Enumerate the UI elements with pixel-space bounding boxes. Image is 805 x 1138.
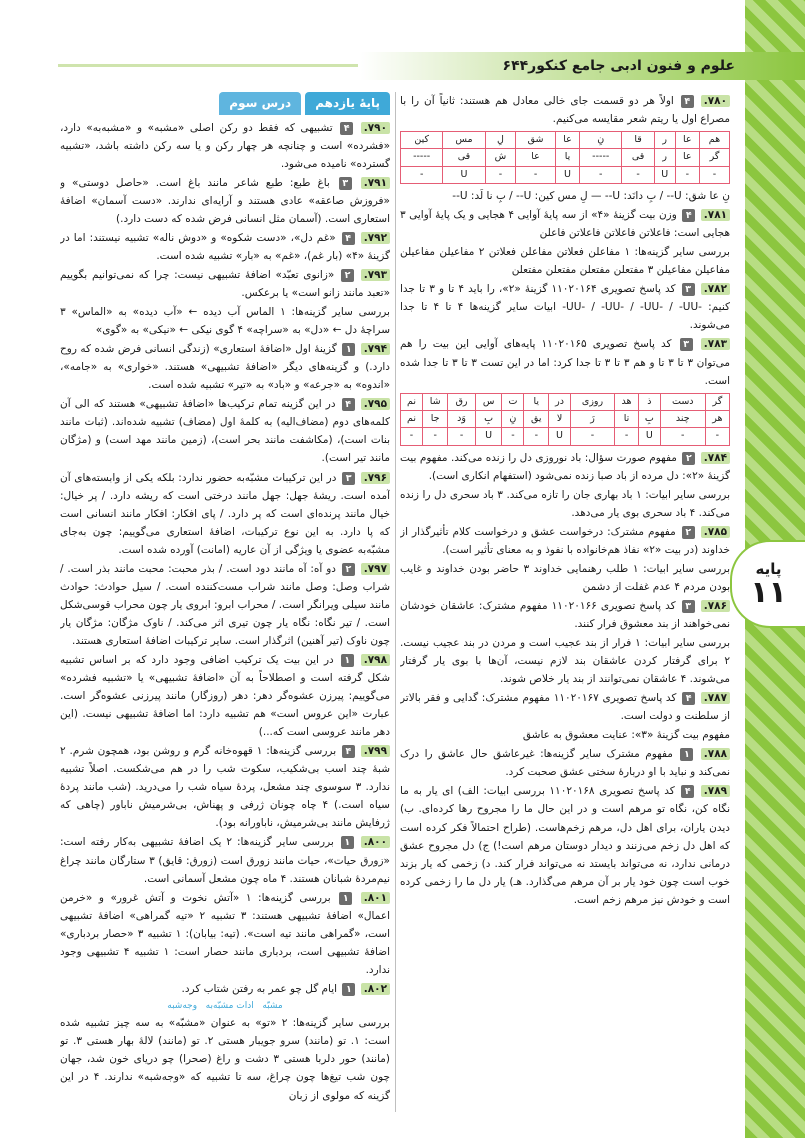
answer-choice: ۳ (680, 338, 693, 351)
meter-cell: نِ (580, 132, 622, 149)
answer-text: کد پاسخ تصویری ۱۱۰۲۰۱۶۶ مفهوم مشترک: عاشقان خودشان نمی‌خواهند از بند معشوق فرار کنند. (400, 599, 730, 630)
question-number: ۷۹۰. (361, 122, 390, 134)
question-number: ۷۹۲. (361, 232, 390, 244)
answer-782 (400, 280, 730, 334)
meter-cell: ر (654, 149, 675, 166)
answer-choice: ۴ (340, 122, 353, 135)
question-number: ۸۰۰. (361, 836, 390, 848)
answer-793-review (60, 303, 390, 339)
answer-choice: ۳ (339, 177, 352, 190)
meter-cell: عا (555, 132, 579, 149)
answer-text: بررسی سایر گزینه‌ها: ۱ الماس آب دیده ← «آب دیده» به «الماس» ۳ سراچهٔ دل ← «دل» به «سراچه» ۴ گوی نیکی ← «نیکی» به «گوی» (60, 306, 390, 337)
grade-level-tab (730, 540, 805, 628)
question-number: ۷۹۶. (361, 472, 390, 484)
page-number: ۶۴۴ (502, 58, 529, 74)
answer-798 (60, 651, 390, 741)
meter-cell: چند (660, 410, 705, 427)
meter-cell: در (549, 393, 571, 410)
meter-cell: نِ (502, 410, 524, 427)
meter-cell: - (524, 428, 549, 445)
left-column (60, 92, 390, 1122)
answer-text: کد پاسخ تصویری ۱۱۰۲۰۱۶۴ گزینهٔ «۲»، را باید ۴ تا و ۳ تا جدا کنیم: -UU- / -UU- / -UU- / -UU- ابیات سایر گزینه‌ها ۴ تا ۴ تا جدا می‌شوند. (400, 283, 730, 332)
answer-802 (60, 980, 390, 998)
meter-cell: - (675, 166, 699, 183)
answer-text: بررسی سایر ابیات: ۱ باد بهاری جان را تازه می‌کند. ۳ باد سحری دل را زنده می‌کند. ۴ باد سحری بوی یار می‌دهد. (400, 488, 730, 519)
answer-783 (400, 335, 730, 389)
question-number: ۷۹۷. (361, 563, 390, 575)
meter-cell: - (622, 166, 654, 183)
meter-cell: - (502, 428, 524, 445)
answer-text: در این گزینه تمام ترکیب‌ها «اضافهٔ تشبیهی» هستند که الی آن کلمه‌های دوم (مضاف‌الیه) به کلمهٔ اول (مضاف) تشبیه شده‌اند. (ثبات مانند بنات است)، (مکاشفت مانند بحر است)، (زمین مانند مهد است) و (مژگان مانند تیر است). (60, 398, 390, 465)
answer-text: در این ترکیبات مشبّه‌به حضور ندارد: بلکه یکی از وابسته‌های آن آمده است. ریشهٔ جهل: جهل مانند درختی است که ریشه دارد. / پر خیال: خیال مانند پرنده‌ای است که پر دارد. / پای افکار: افکار مانند انسانی است که پا دارد. به این نوع ترکیبات، اضافهٔ استعاری می‌گوییم: چون به‌جای مشبّه‌به عضوی یا ویژگی از آن عاریه (امانت) آورده شده است. (60, 471, 390, 556)
answer-text: دو آه: آه مانند دود است. / بذر محبت: محبت مانند بذر است. / شراب وصل: وصل مانند شراب مست‌کننده است. / سیل حوادث: حوادث مانند سیلی ویرانگر است. / محراب ابرو: ابروی یار چون محراب قوسی‌شکل است. / تیر نگاه: نگاه یار چون تیری اثر می‌کند. / ناوک مژگان: مژگان یار چون ناوک (تیر آهنین) اثرگذار است. سایر ترکیبات اضافهٔ استعاری هستند. (60, 562, 390, 647)
meter-cell: هد (615, 393, 639, 410)
question-number: ۷۸۵. (701, 526, 730, 538)
answer-text: «غم دل»، «دست شکوه» و «دوش ناله» تشبیه نیستند: اما در گزینهٔ «۴» (بار غم)، «غم» به «بار» تشبیه شده است. (60, 231, 390, 262)
question-number: ۷۹۳. (361, 269, 390, 281)
answer-text: مفهوم بیت گزینهٔ «۳»: عنایت معشوق به عاشق (522, 729, 730, 742)
right-column (400, 92, 730, 1122)
answer-choice: ۱ (341, 836, 354, 849)
meter-cell: U (475, 428, 502, 445)
meter-cell: U (549, 428, 571, 445)
question-number: ۷۹۴. (361, 343, 390, 355)
answer-text: کد پاسخ تصویری ۱۱۰۲۰۱۶۵ پایه‌های آوایی این بیت را هم می‌توان ۳ تا ۳ تا و هم ۳ تا ۳ تا جدا کرد: اما در این تست ۳ تا ۳ تا جدا شده است. (400, 338, 730, 387)
answer-802-review (60, 1014, 390, 1104)
answer-786-review (400, 634, 730, 688)
answer-786 (400, 597, 730, 633)
tab-grade: پایهٔ یازدهم (305, 92, 390, 115)
answer-text: بررسی سایر گزینه‌ها: ۲ «تو» به عنوان «مشبّه» به سه چیز تشبیه شده است: ۱. تو (مانند) سرو جویبار هستی ۲. تو (مانند) لالهٔ بهار هستی ۳. تو (مانند) حور دلربا هستی ۳ دشت و راغ (صحرا) چو دریای خون شد، جهان چون شب تیغ‌ها چون چراغ، سه تا تشبیه که «وجه‌شبه» ندارند. ۴ در این گزینه که مولوی از زبان (60, 1017, 390, 1102)
answer-text: بررسی گزینه‌ها: ۱ «آتش نخوت و آتش غرور» و «خرمن اعمال» اضافهٔ تشبیهی هستند: ۳ تشبیه ۲ «تیه گمراهی» اضافهٔ تشبیهی است، «گمراهی مانند تیه است». (تیه: بیابان): ۱ تشبیه ۳ «حصار بردباری» اضافهٔ تشبیهی است، بردباری مانند حصار است: ۱ تشبیه ۴ تشبیهی وجود ندارد. (60, 891, 390, 976)
meter-cell: U (638, 428, 660, 445)
meter-cell: ت (502, 393, 524, 410)
meter-cell: U (555, 166, 579, 183)
meter-cell: ----- (401, 149, 443, 166)
answer-802-caption (60, 999, 390, 1014)
grade-number: ۱۱ (750, 575, 787, 610)
grade-label: پایه (755, 560, 782, 578)
answer-792 (60, 229, 390, 265)
question-number: ۷۹۸. (361, 654, 390, 666)
answer-choice: ۱ (342, 343, 355, 356)
meter-cell: شا (423, 393, 448, 410)
question-number: ۷۸۴. (701, 452, 730, 464)
answer-choice: ۲ (682, 526, 695, 539)
answer-text: کد پاسخ تصویری ۱۱۰۲۰۱۶۷ مفهوم مشترک: گدایی و فقر بالاتر از سلطنت و دولت است. (400, 692, 730, 723)
meter-cell: یا (555, 149, 579, 166)
question-number: ۷۸۷. (701, 692, 730, 704)
answer-801 (60, 889, 390, 979)
answer-791 (60, 174, 390, 228)
meter-cell: ----- (580, 149, 622, 166)
meter-table-780 (400, 131, 730, 184)
question-number: ۷۸۲. (701, 283, 730, 295)
meter-cell: ش (485, 149, 516, 166)
answer-choice: ۴ (682, 692, 695, 705)
question-number: ۷۸۱. (701, 209, 730, 221)
question-number: ۷۹۵. (361, 398, 390, 410)
answer-800 (60, 833, 390, 887)
meter-cell: عا (675, 149, 699, 166)
answer-choice: ۱ (339, 892, 352, 905)
meter-table-783 (400, 393, 730, 446)
meter-cell: ذ (638, 393, 660, 410)
answer-choice: ۴ (681, 785, 694, 798)
answer-796 (60, 469, 390, 559)
meter-cell: شق (516, 132, 556, 149)
question-number: ۷۸۹. (701, 785, 730, 797)
answer-text: باغ طبع: طبع شاعر مانند باغ است. «حاصل دوستی» و «فروزش صاعقه» عادی هستند و آرایه‌ای ندارند. «دست آسمان» اضافهٔ استعاری است. (آسمان مثل انسانی فرض شده که دست دارد.) (60, 176, 390, 225)
answer-795 (60, 395, 390, 467)
question-number: ۷۸۰. (701, 95, 730, 107)
meter-cell: یق (524, 410, 549, 427)
answer-781-review (400, 243, 730, 279)
meter-cell: عا (516, 149, 556, 166)
answer-785-review (400, 560, 730, 596)
answer-784-review (400, 486, 730, 522)
page-title: علوم و فنون ادبی جامع کنکور (528, 58, 735, 74)
meter-cell: ر (654, 132, 675, 149)
answer-789 (400, 782, 730, 908)
answer-text: بررسی سایر ابیات: ۱ طلب رهنمایی خداوند ۳ حاضر بودن خداوند و غایب بودن مردم ۴ عدم غفلت از دشمن (400, 562, 730, 593)
meter-cell: - (615, 428, 639, 445)
answer-text: مفهوم صورت سؤال: باد نوروزی دل را زنده می‌کند. مفهوم بیت گزینهٔ «۲»: دل مرده از باد صبا زنده نمی‌شود (استفهام انکاری است). (400, 451, 730, 482)
answer-785 (400, 523, 730, 559)
answer-choice: ۱ (342, 983, 355, 996)
meter-cell: لا (549, 410, 571, 427)
answer-choice: ۴ (682, 209, 695, 222)
question-number: ۸۰۲. (361, 983, 390, 995)
meter-cell: - (485, 166, 516, 183)
answer-text: بررسی سایر گزینه‌ها: ۱ مفاعلن فعلاتن مفاعلن فعلاتن ۲ مفاعیلن مفاعیلن مفاعیلن مفاعیلن ۳ مفتعلن مفتعلن مفتعلن مفتعلن (400, 246, 730, 277)
answer-text: تشبیهی که فقط دو رکن اصلی «مشبه» و «مشبه‌به» دارد، «فشرده» است و چنانچه هر چهار رکن و یا سه رکن داشته باشد، «تشبیه گسترده» نامیده می‌شود. (60, 121, 390, 170)
answer-text: ایام گل چو عمر به رفتن شتاب کرد. (181, 982, 338, 995)
meter-cell: قا (622, 132, 654, 149)
answer-793 (60, 266, 390, 302)
answer-choice: ۱ (341, 654, 354, 667)
meter-cell: - (705, 428, 729, 445)
meter-cell: مس (443, 132, 485, 149)
answer-781 (400, 206, 730, 242)
answer-choice: ۴ (342, 232, 355, 245)
meter-cell: - (699, 166, 729, 183)
answer-780 (400, 92, 730, 128)
answer-797 (60, 560, 390, 650)
question-number: ۷۹۱. (361, 177, 390, 189)
meter-cell: عا (675, 132, 699, 149)
meter-cell: گر (699, 149, 729, 166)
answer-choice: ۴ (681, 95, 694, 108)
meter-cell: هم (699, 132, 729, 149)
answer-choice: ۳ (682, 283, 695, 296)
meter-cell: هر (705, 410, 729, 427)
question-number: ۸۰۱. (361, 892, 390, 904)
answer-text: نِ عا شق: U-- / بِ دانَد: U-- — لِ مس کین: U-- / بِ نا لَد: U-- (452, 190, 730, 203)
answer-794 (60, 340, 390, 394)
meter-cell: رَ (570, 410, 614, 427)
lesson-tabs (60, 92, 390, 115)
top-band (0, 0, 805, 58)
answer-choice: ۳ (342, 472, 355, 485)
answer-text: مفهوم مشترک: درخواست عشق و درخواست کلام تأثیرگذار از خداوند (در بیت «۲» نفاذ هم‌خانواده با نفوذ و به معنای تأثیر است). (400, 525, 730, 556)
answer-text: گزینهٔ اول «اضافهٔ استعاری» (زندگی انسانی فرض شده که روح دارد.) و گزینه‌های دیگر «اضافهٔ تشبیهی» هستند. «خواری» به «جامه»، «اندوه» به «جرعه» و «باد» به «تیر» تشبیه شده است. (60, 343, 390, 392)
answer-choice: ۴ (342, 745, 355, 758)
meter-cell: جا (423, 410, 448, 427)
answer-780-note (400, 187, 730, 205)
meter-cell: کین (401, 132, 443, 149)
meter-cell: نم (401, 410, 423, 427)
meter-cell: - (580, 166, 622, 183)
tab-lesson: درس سوم (219, 92, 301, 115)
meter-cell: گر (705, 393, 729, 410)
answer-text: در این بیت یک ترکیب اضافی وجود دارد که بر اساس تشبیه شکل گرفته است و اصطلاحاً به آن «اضافهٔ تشبیهی» یا «تشبیه فشرده» می‌گوییم: پیرزن عشوه‌گر دهر: دهر (روزگار) مانند پیرزنی عشوه‌گر است. عبارت «این عروس است» هم تشبیه دارد: اما اضافهٔ تشبیهی نیست. (این دهر مانند عروسی است که...) (60, 653, 390, 739)
question-number: ۷۸۸. (701, 748, 730, 760)
question-number: ۷۹۹. (361, 745, 390, 757)
meter-cell: روزی (570, 393, 614, 410)
meter-cell: - (570, 428, 614, 445)
header-rule (58, 64, 358, 67)
answer-799 (60, 742, 390, 832)
question-number: ۷۸۳. (701, 338, 730, 350)
answer-788 (400, 745, 730, 781)
question-number: ۷۸۶. (701, 600, 730, 612)
answer-text: مفهوم مشترک سایر گزینه‌ها: غیرعاشق حال عاشق را درک نمی‌کند و نباید با او دربارهٔ سختی عشق صحبت کرد. (400, 748, 730, 779)
meter-cell: - (401, 428, 423, 445)
meter-cell: س (475, 393, 502, 410)
caption-term: وجه‌شبه (167, 1000, 198, 1011)
answer-790 (60, 119, 390, 173)
meter-cell: - (660, 428, 705, 445)
meter-cell: - (516, 166, 556, 183)
answer-choice: ۲ (342, 563, 355, 576)
meter-cell: قی (443, 149, 485, 166)
meter-cell: نم (401, 393, 423, 410)
meter-cell: - (401, 166, 443, 183)
answer-787 (400, 689, 730, 725)
meter-cell: وَد (448, 410, 475, 427)
meter-cell: یا (524, 393, 549, 410)
caption-term: مشبّه (262, 1000, 283, 1011)
answer-text: اولاً هر دو قسمت جای خالی معادل هم هستند: ثانیاً آن را با مصراع اول یا ریتم شعر مقایسه می‌کنیم. (400, 95, 730, 126)
answer-choice: ۴ (342, 398, 355, 411)
answer-text: «زانوی تعبّد» اضافهٔ تشبیهی نیست: چرا که نمی‌توانیم بگوییم «تعبد مانند زانو است» یا برعکس. (60, 269, 390, 300)
meter-cell: U (654, 166, 675, 183)
answer-choice: ۳ (682, 600, 695, 613)
meter-cell: تا (615, 410, 639, 427)
meter-cell: دست (660, 393, 705, 410)
meter-cell: U (443, 166, 485, 183)
caption-term: ادات مشبّه‌به (205, 1000, 254, 1011)
answer-text: بررسی سایر گزینه‌ها: ۲ یک اضافهٔ تشبیهی به‌کار رفته است: «زورق حیات»، حیات مانند زورق است (زورق: قایق) ۳ ستارگان مانند چراغ نیم‌مردهٔ شبانان هستند. ۴ ماه چون مشعل آسمانی است. (60, 836, 390, 885)
meter-cell: قی (622, 149, 654, 166)
meter-cell: رق (448, 393, 475, 410)
answer-text: کد پاسخ تصویری ۱۱۰۲۰۱۶۸ بررسی ابیات: الف) ای یار به ما نگاه کن، نگاه تو مرهم است و در این حال ما را مجروح رها کرده‌ای. ب) دیدن یاران، برای اهل دل، مرهم زخم‌هاست. (طراح احتمالاً فکر کرده است که اهل دل زخم می‌زنند و دیدار دوستان مرهم است!) ج) دل مجروح عشق درمانی ندارد، نه می‌تواند بایستد نه می‌تواند فرار کند. د) زخمی که یار بزند خوب است چون خود یار بر آن مرهم می‌گذارد. هـ) یار دل ما را زخمی کرده است و خودش نیز مرهم زخم است. (400, 785, 730, 906)
answer-choice: ۲ (341, 269, 354, 282)
column-divider (395, 92, 396, 1112)
answer-text: وزن بیت گزینهٔ «۴» از سه پایهٔ آوایی ۴ هجایی و یک پایهٔ آوایی ۳ هجایی است: فاعلاتن فاعلاتن فاعلاتن فاعلن (400, 209, 730, 240)
answer-choice: ۱ (680, 748, 693, 761)
meter-cell: - (448, 428, 475, 445)
meter-cell: - (423, 428, 448, 445)
answer-choice: ۲ (682, 452, 695, 465)
answer-784 (400, 449, 730, 485)
answer-text: بررسی سایر ابیات: ۱ فرار از بند عجیب است و مردن در بند عجیب نیست. ۲ برای گرفتار کردن عاشقان بند لازم نیست، آن‌ها با بوی یار گرفتار می‌شوند. ۴ عاشقان نمی‌توانند از بند یار خلاص شوند. (400, 637, 730, 686)
meter-cell: لِ (485, 132, 516, 149)
answer-787-note (400, 726, 730, 744)
meter-cell: بِ (475, 410, 502, 427)
page-header (360, 52, 805, 80)
answer-text: بررسی گزینه‌ها: ۱ قهوه‌خانه گرم و روشن بود، همچون شرم. ۲ شبهٔ چند اسب بی‌شکیب، سکوت شب را در هم می‌شکست. اصلاً تشبیه ندارد. ۳ سوسوی چند مشعل، پردهٔ سیاه شب را می‌درید. (شب مانند پردهٔ سیاه است.) ۴ چاه چونان ژرفی و پهناش، بی‌شرمیش ناباور (چاهی که ژرفایش مانند بی‌شرمیش، ناباورانه بود). (60, 745, 390, 830)
meter-cell: بِ (638, 410, 660, 427)
